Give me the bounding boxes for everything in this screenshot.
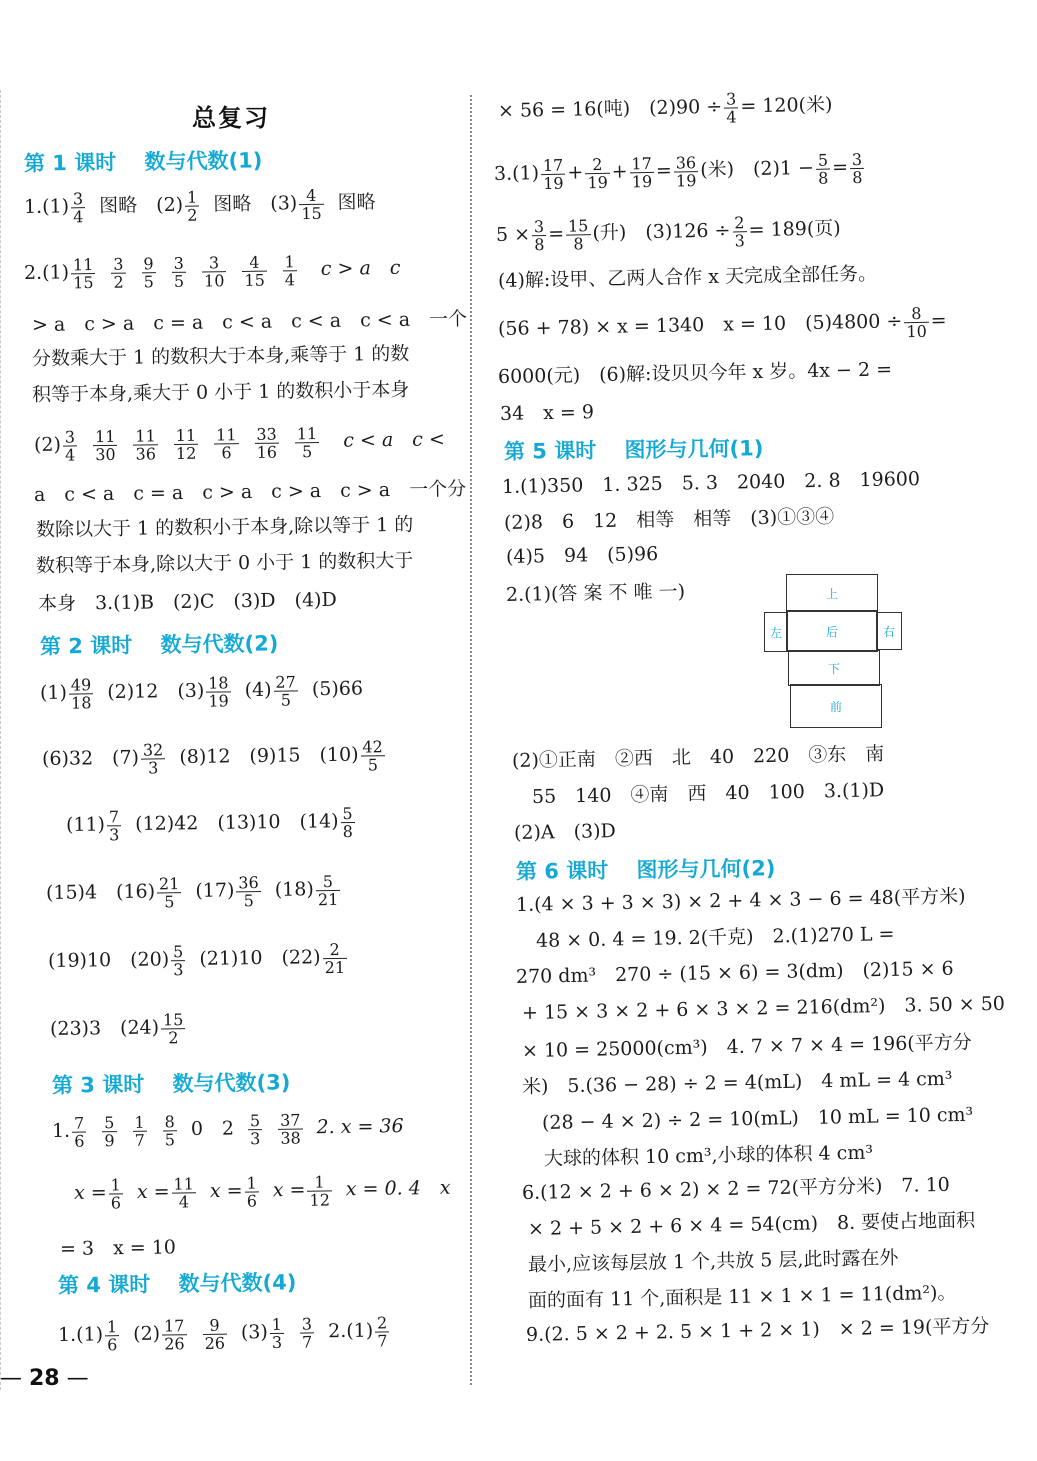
fraction	[171, 1175, 196, 1210]
fraction-denominator: 12	[175, 443, 197, 463]
fraction	[295, 425, 320, 460]
fraction	[244, 1174, 259, 1209]
answer-line: 面的面有 11 个,面积是 11 × 1 × 1 = 11(dm²)。	[527, 1281, 957, 1312]
fraction-numerator: 37	[279, 1110, 301, 1130]
fraction-numerator: 11	[175, 425, 197, 445]
answer-line: 34 x = 9	[499, 401, 595, 425]
fraction-denominator: 4	[73, 206, 84, 226]
fraction-denominator: 19	[631, 171, 653, 191]
fraction	[307, 1173, 332, 1208]
fraction	[141, 741, 166, 776]
fraction-denominator: 4	[64, 444, 76, 465]
fraction	[206, 674, 231, 709]
fraction	[340, 804, 355, 839]
fraction-numerator: 17	[631, 153, 652, 173]
fraction-denominator: 7	[377, 1330, 388, 1351]
fraction	[108, 1176, 123, 1211]
section-heading-2: 第 2 课时 数与代数(2)	[39, 631, 279, 659]
fraction-numerator: 15	[567, 215, 589, 236]
fraction-denominator: 3	[250, 1128, 261, 1148]
answer-line: 2.(1) $\frac{11}{15}$ $\frac{3}{2}$ $\frac{9}{5}$ $\frac{3}{5}$ $\frac{3}{10}$ $\frac{4}{15}$ $\frac{1}{4}$ c > a c	[23, 251, 401, 292]
fraction-numerator: 33	[256, 424, 277, 444]
fraction-numerator: 8	[904, 304, 929, 322]
answer-line: (23)3 (24) $\frac{15}{2}$	[50, 1010, 188, 1046]
fraction-numerator: 36	[675, 152, 697, 173]
answer-line: 1. $\frac{7}{6}$ $\frac{5}{9}$ $\frac{1}{7}$ $\frac{8}{5}$ 0 2 $\frac{5}{3}$ $\frac{37}{38}$ 2. x = 36	[51, 1110, 404, 1151]
fraction	[107, 808, 122, 843]
answer-line: (11) $\frac{7}{3}$ (12)42 (13)10 (14) $\frac{5}{8}$	[65, 803, 354, 844]
fraction-denominator: 4	[726, 106, 737, 127]
fraction-denominator: 19	[675, 170, 697, 191]
answer-line: (2)8 6 12 相等 相等 (3)①③④	[503, 505, 835, 534]
answer-line: 1.(1) $\frac{1}{6}$ (2) $\frac{17}{26}$ $\frac{9}{26}$ (3) $\frac{1}{3}$ $\frac{3}{7}$ 2.(1) $\frac{2}{7}$	[57, 1312, 388, 1354]
answer-line: (2) $\frac{3}{4}$ $\frac{11}{30}$ $\frac{11}{36}$ $\frac{11}{12}$ $\frac{11}{6}$ $\frac{33}{16}$ $\frac{11}{5}$ c < a c <	[33, 423, 445, 465]
fraction	[532, 218, 547, 253]
fraction	[724, 90, 739, 125]
fraction-numerator: 5	[172, 941, 184, 961]
fraction-numerator: 49	[70, 674, 92, 695]
fraction	[850, 150, 865, 185]
answer-line: (4)解:设甲、乙两人合作 x 天完成全部任务。	[497, 262, 878, 292]
fraction-denominator: 5	[243, 890, 254, 910]
fraction-denominator: 10	[203, 270, 225, 290]
fraction	[316, 872, 341, 907]
fraction-denominator: 3	[271, 1332, 283, 1352]
fraction	[566, 217, 591, 252]
answer-line: 1.(1)350 1. 325 5. 3 2040 2. 8 19600	[501, 467, 921, 498]
fraction-denominator: 2	[187, 205, 198, 225]
fraction	[375, 1314, 390, 1349]
fraction-numerator: 3	[301, 1313, 313, 1334]
fraction	[273, 673, 298, 708]
fraction	[105, 1318, 120, 1353]
answer-line: 48 × 0. 4 = 19. 2(千克) 2.(1)270 L =	[535, 923, 895, 952]
section-heading-4: 第 4 课时 数与代数(4)	[57, 1270, 297, 1298]
fraction-denominator: 15	[301, 203, 322, 223]
fraction-numerator: 42	[362, 736, 383, 757]
fraction	[93, 427, 118, 462]
fraction-denominator: 8	[817, 168, 829, 188]
fraction-numerator: 2	[734, 212, 745, 232]
fraction	[202, 254, 227, 289]
fraction-denominator: 15	[244, 270, 265, 290]
fraction	[214, 426, 239, 461]
fraction-denominator: 8	[573, 233, 584, 254]
answer-line: 2.(1)(答 案 不 唯 一)	[505, 580, 686, 606]
fraction-numerator: 1	[186, 187, 198, 207]
fraction-numerator: 11	[72, 254, 94, 274]
fraction-numerator: 15	[162, 1009, 184, 1029]
answer-line: (4)5 94 (5)96	[505, 543, 659, 568]
fraction-denominator: 8	[342, 821, 354, 841]
fraction-denominator: 2	[168, 1027, 179, 1047]
fraction-numerator: 2	[376, 1312, 388, 1333]
fraction-denominator: 19	[587, 172, 609, 192]
answer-line: 大球的体积 10 cm³,小球的体积 4 cm³	[543, 1141, 874, 1170]
section-heading-6: 第 6 课时 图形与几何(2)	[515, 856, 776, 884]
fraction-denominator: 6	[246, 1190, 258, 1211]
fraction-numerator: 1	[110, 1174, 121, 1194]
fraction	[541, 156, 566, 191]
fraction-numerator: 1	[284, 251, 295, 271]
fraction	[174, 426, 199, 461]
fraction-denominator: 6	[107, 1334, 118, 1354]
fraction	[585, 155, 610, 190]
answer-line: = 3 x = 10	[59, 1236, 177, 1260]
answer-line: (2)A (3)D	[513, 820, 616, 844]
fraction	[161, 1011, 186, 1046]
fraction-denominator: 10	[906, 321, 928, 341]
previous-page-edge	[0, 90, 4, 1390]
answer-line: 米) 5.(36 − 28) ÷ 2 = 4(mL) 4 mL = 4 cm³	[521, 1067, 953, 1098]
answer-line: 9.(2. 5 × 2 + 2. 5 × 1 + 2 × 1) × 2 = 19(平方分	[525, 1315, 990, 1346]
page-title: 总复习	[192, 104, 270, 132]
fraction-numerator: 27	[275, 671, 296, 692]
answer-line: 270 dm³ 270 ÷ (15 × 6) = 3(dm) (2)15 × 6	[515, 957, 954, 988]
answer-line: 1.(4 × 3 + 3 × 3) × 2 + 4 × 3 − 6 = 48(平方米)	[515, 885, 966, 916]
fraction	[236, 874, 261, 909]
fraction-numerator: 1	[307, 1173, 332, 1191]
fraction-denominator: 5	[367, 754, 379, 774]
fraction-numerator: 32	[142, 739, 164, 760]
fraction-denominator: 19	[208, 690, 229, 711]
fraction-denominator: 9	[104, 1130, 115, 1150]
fraction-denominator: 6	[74, 1131, 85, 1151]
fraction-numerator: 11	[94, 426, 116, 446]
answer-line: + 15 × 3 × 2 + 6 × 3 × 2 = 216(dm²) 3. 50 × 50	[521, 992, 1006, 1024]
fraction	[674, 154, 699, 189]
net-face-left: 左	[764, 612, 788, 652]
net-face-right: 右	[876, 612, 902, 650]
fraction-numerator: 3	[533, 216, 545, 236]
fraction-denominator: 21	[317, 889, 339, 909]
fraction-denominator: 4	[284, 269, 296, 289]
fraction-numerator: 5	[817, 150, 829, 170]
fraction-numerator: 3	[202, 254, 227, 272]
fraction-numerator: 3	[725, 88, 737, 109]
fraction-numerator: 5	[316, 872, 341, 890]
fraction	[629, 154, 654, 189]
fraction-numerator: 3	[851, 149, 863, 169]
fraction	[111, 255, 126, 290]
fraction-numerator: 3	[72, 188, 84, 208]
answer-line: x = $\frac{1}{6}$ x = $\frac{11}{4}$ x = $\frac{1}{6}$ x = $\frac{1}{12}$ x = 0. 4 x	[73, 1172, 451, 1212]
fraction-denominator: 6	[110, 1192, 122, 1212]
fraction	[282, 253, 297, 288]
fraction-denominator: 4	[178, 1191, 190, 1212]
fraction-numerator: 3	[113, 254, 124, 274]
fraction-denominator: 21	[324, 957, 346, 977]
fraction-denominator: 19	[543, 173, 564, 193]
fraction-denominator: 2	[113, 272, 124, 292]
fraction-denominator: 38	[280, 1128, 301, 1148]
fraction-numerator: 5	[104, 1112, 115, 1132]
answer-line: (6)32 (7) $\frac{32}{3}$ (8)12 (9)15 (10) $\frac{42}{5}$	[42, 737, 387, 776]
fraction-numerator: 11	[296, 423, 318, 443]
answer-line: (19)10 (20) $\frac{5}{3}$ (21)10 (22) $\frac{2}{21}$	[47, 939, 346, 979]
fraction	[72, 1114, 87, 1149]
fraction-denominator: 8	[534, 234, 545, 254]
fraction	[171, 943, 186, 978]
fraction-denominator: 3	[109, 824, 120, 844]
section-heading-3: 第 3 课时 数与代数(3)	[51, 1070, 291, 1098]
fraction-denominator: 26	[204, 1333, 226, 1353]
cube-net-figure	[762, 574, 904, 730]
answer-line: × 10 = 25000(cm³) 4. 7 × 7 × 4 = 196(平方分	[521, 1031, 972, 1062]
answer-line: × 56 = 16(吨) (2)90 ÷ $\frac{3}{4}$ = 120(米)	[497, 88, 833, 127]
page-number: — 28 —	[0, 1366, 89, 1391]
fraction-denominator: 18	[70, 692, 92, 713]
answer-line: 本身 3.(1)B (2)C (3)D (4)D	[37, 588, 337, 615]
fraction-numerator: 36	[238, 872, 259, 892]
fraction-denominator: 12	[309, 1189, 331, 1210]
fraction-denominator: 3	[148, 757, 159, 778]
fraction	[732, 214, 747, 249]
fraction-numerator: 1	[246, 1172, 257, 1193]
fraction	[248, 1112, 263, 1147]
fraction-denominator: 7	[134, 1130, 145, 1150]
answer-line: (56 + 78) × x = 1340 x = 10 (5)4800 ÷ $\frac{8}{10}$ =	[497, 303, 947, 341]
fraction-numerator: 5	[342, 803, 353, 823]
fraction-numerator: 21	[158, 873, 180, 893]
fraction	[254, 425, 279, 460]
answer-line: 3.(1) $\frac{17}{19}$ + $\frac{2}{19}$ + $\frac{17}{19}$ = $\frac{36}{19}$ (米) (2)1 − $\frac{5}{8}$ = $\frac{3}{8}$	[493, 149, 863, 193]
answer-line: 1.(1) $\frac{3}{4}$ 图略 (2) $\frac{1}{2}$ 图略 (3) $\frac{4}{15}$ 图略	[23, 185, 376, 226]
net-face-top: 上	[786, 574, 878, 612]
answer-line: a c < a c = a c > a c > a c > a 一个分	[33, 477, 467, 506]
column-divider	[470, 95, 472, 1385]
fraction	[133, 427, 158, 462]
net-face-back: 后	[786, 610, 878, 652]
answer-line: 55 140 ④南 西 40 100 3.(1)D	[531, 779, 885, 808]
fraction-numerator: 11	[135, 425, 156, 446]
fraction	[63, 428, 78, 463]
fraction-denominator: 8	[852, 167, 863, 187]
answer-line: 最小,应该每层放 1 个,共放 5 层,此时露在外	[527, 1246, 899, 1276]
fraction-denominator: 5	[280, 689, 292, 710]
fraction	[162, 1317, 187, 1352]
answer-line: (2)①正南 ②西 北 40 220 ③东 南	[511, 742, 885, 772]
fraction	[270, 1315, 285, 1350]
net-face-bottom: 下	[788, 650, 880, 686]
fraction-denominator: 15	[73, 272, 94, 292]
fraction-denominator: 16	[256, 442, 278, 462]
fraction	[904, 304, 929, 339]
fraction	[185, 188, 200, 223]
fraction	[141, 255, 156, 290]
net-face-front: 前	[790, 684, 882, 728]
answer-line: × 2 + 5 × 2 + 6 × 4 = 54(cm) 8. 要使占地面积	[527, 1209, 976, 1240]
fraction	[202, 1316, 227, 1351]
fraction	[71, 190, 86, 225]
fraction	[71, 256, 96, 291]
fraction-numerator: 7	[73, 1113, 85, 1133]
fraction-denominator: 3	[173, 959, 184, 979]
fraction	[102, 1114, 117, 1149]
fraction	[157, 875, 182, 910]
fraction-denominator: 5	[173, 271, 185, 291]
fraction	[360, 738, 385, 773]
answer-line: 数积等于本身,除以大于 0 小于 1 的数积大于	[35, 549, 414, 577]
fraction-denominator: 3	[734, 230, 746, 250]
fraction	[300, 1315, 315, 1350]
fraction-numerator: 9	[143, 253, 154, 273]
fraction	[132, 1113, 147, 1148]
fraction	[172, 254, 187, 289]
fraction	[299, 186, 324, 221]
answer-line: (15)4 (16) $\frac{21}{5}$ (17) $\frac{36}{5}$ (18) $\frac{5}{21}$	[45, 871, 339, 911]
fraction-numerator: 11	[173, 1173, 194, 1194]
fraction-denominator: 26	[164, 1333, 185, 1354]
fraction-numerator: 5	[249, 1110, 261, 1130]
fraction	[816, 151, 831, 186]
fraction-numerator: 2	[585, 155, 610, 173]
section-heading-1: 第 1 课时 数与代数(1)	[23, 148, 263, 176]
fraction-numerator: 17	[163, 1315, 185, 1336]
answer-line: (28 − 4 × 2) ÷ 2 = 10(mL) 10 mL = 10 cm³	[541, 1103, 974, 1134]
answer-line: 分数乘大于 1 的数积大于本身,乘等于 1 的数	[31, 342, 410, 370]
fraction	[322, 940, 347, 975]
fraction	[69, 676, 94, 711]
fraction-numerator: 4	[299, 186, 324, 204]
fraction-numerator: 1	[106, 1316, 118, 1336]
fraction-denominator: 6	[221, 442, 232, 462]
fraction-numerator: 8	[164, 1111, 175, 1131]
fraction-denominator: 5	[164, 1129, 176, 1149]
answer-line: 积等于本身,乘大于 0 小于 1 的数积小于本身	[31, 378, 410, 406]
fraction-denominator: 36	[135, 443, 157, 464]
fraction-denominator: 5	[143, 271, 155, 291]
fraction-denominator: 30	[95, 444, 116, 464]
answer-line: 5 × $\frac{3}{8}$ = $\frac{15}{8}$ (升) (3)126 ÷ $\frac{2}{3}$ = 189(页)	[495, 212, 841, 254]
fraction-numerator: 11	[215, 424, 237, 444]
fraction-denominator: 7	[301, 1331, 313, 1352]
fraction-numerator: 17	[542, 155, 564, 175]
answer-line: 6000(元) (6)解:设贝贝今年 x 岁。4x − 2 =	[497, 358, 893, 388]
fraction	[162, 1113, 177, 1148]
fraction-numerator: 1	[134, 1112, 145, 1132]
fraction-denominator: 5	[164, 891, 175, 911]
fraction-denominator: 5	[301, 441, 313, 461]
fraction-numerator: 1	[271, 1314, 282, 1334]
fraction-numerator: 3	[64, 426, 76, 447]
fraction-numerator: 3	[173, 253, 184, 273]
fraction-numerator: 4	[242, 253, 267, 271]
fraction-numerator: 7	[108, 806, 120, 826]
fraction	[278, 1111, 303, 1146]
fraction	[242, 253, 267, 288]
fraction-numerator: 18	[208, 672, 229, 693]
fraction-numerator: 9	[202, 1316, 227, 1334]
answer-line: > a c > a c = a c < a c < a c < a 一个	[31, 307, 468, 336]
answer-line: 数除以大于 1 的数积小于本身,除以等于 1 的	[35, 513, 414, 541]
fraction-numerator: 2	[322, 940, 347, 958]
answer-line: 6.(12 × 2 + 6 × 2) × 2 = 72(平方分米) 7. 10	[521, 1173, 950, 1204]
answer-line: (1) $\frac{49}{18}$ (2)12 (3) $\frac{18}{19}$ (4) $\frac{27}{5}$ (5)66	[39, 671, 364, 713]
section-heading-5: 第 5 课时 图形与几何(1)	[503, 436, 764, 464]
